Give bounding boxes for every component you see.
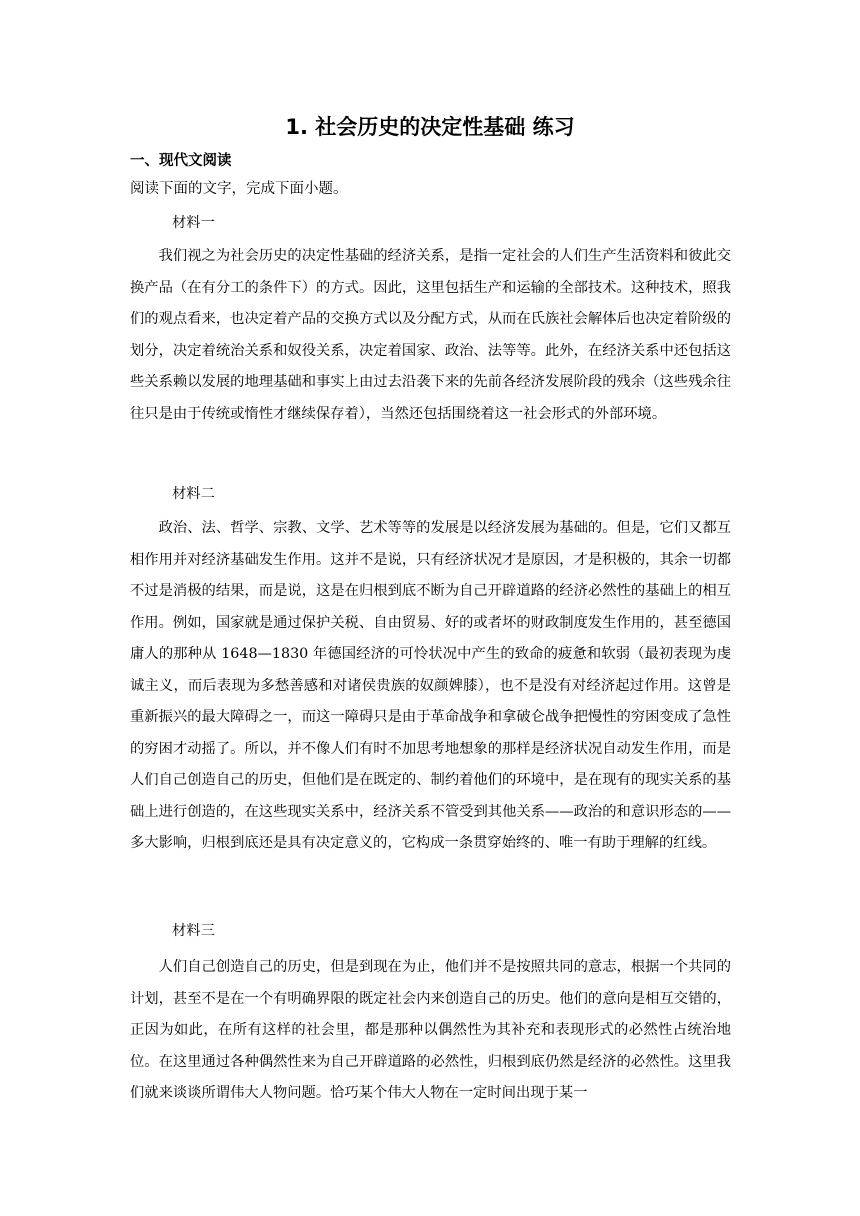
material-2-label: 材料二	[172, 486, 215, 502]
material-1-text: 我们视之为社会历史的决定性基础的经济关系，是指一定社会的人们生产生活资料和彼此交换产品（在有分工的条件下）的方式。因此，这里包括生产和运输的全部技术。这种技术，照我们的观点看来，也决定着产品的交换方式以及分配方式，从而在氏族社会解体后也决定着阶级的划分，决定着统治关系和奴役关系，决定着国家、政治、法等等。此外，在经济关系中还包括这些关系赖以发展的地理基础和事实上由过去沿袭下来的先前各经济发展阶段的残余（这些残余往往只是由于传统或惰性才继续保存着），当然还包括围绕着这一社会形式的外部环境。	[130, 248, 731, 422]
material-3-text: 人们自己创造自己的历史，但是到现在为止，他们并不是按照共同的意志，根据一个共同的计划，甚至不是在一个有明确界限的既定社会内来创造自己的历史。他们的意向是相互交错的，正因为如此，在所有这样的社会里，都是那种以偶然性为其补充和表现形式的必然性占统治地位。在这里通过各种偶然性来为自己开辟道路的必然性，归根到底仍然是经济的必然性。这里我们就来谈谈所谓伟大人物问题。恰巧某个伟大人物在一定时间出现于某一	[130, 959, 731, 1101]
material-3-label: 材料三	[172, 923, 215, 939]
reading-instruction: 阅读下面的文字，完成下面小题。	[130, 181, 348, 197]
material-1-label: 材料一	[172, 215, 215, 231]
material-2-text: 政治、法、哲学、宗教、文学、艺术等等的发展是以经济发展为基础的。但是，它们又都互相作用并对经济基础发生作用。这并不是说，只有经济状况才是原因，才是积极的，其余一切都不过是消极的结果，而是说，这是在归根到底不断为自己开辟道路的经济必然性的基础上的相互作用。例如，国家就是通过保护关税、自由贸易、好的或者坏的财政制度发生作用的，甚至德国庸人的那种从 1648—1830 年德国经济的可怜状况中产生的致命的疲惫和软弱（最初表现为虔诚主义，而后表现为多愁善感和对诸侯贵族的奴颜婢膝），也不是没有对经济起过作用。这曾是重新振兴的最大障碍之一，而这一障碍只是由于革命战争和拿破仑战争把慢性的穷困变成了急性的穷困才动摇了。所以，并不像人们有时不加思考地想象的那样是经济状况自动发生作用，而是人们自己创造自己的历史，但他们是在既定的、制约着他们的环境中，是在现有的现实关系的基础上进行创造的，在这些现实关系中，经济关系不管受到其他关系——政治的和意识形态的——多大影响，归根到底还是具有决定意义的，它构成一条贯穿始终的、唯一有助于理解的红线。	[130, 520, 731, 851]
section-heading: 一、现代文阅读	[130, 153, 232, 169]
document-title: 1. 社会历史的决定性基础 练习	[285, 115, 575, 139]
